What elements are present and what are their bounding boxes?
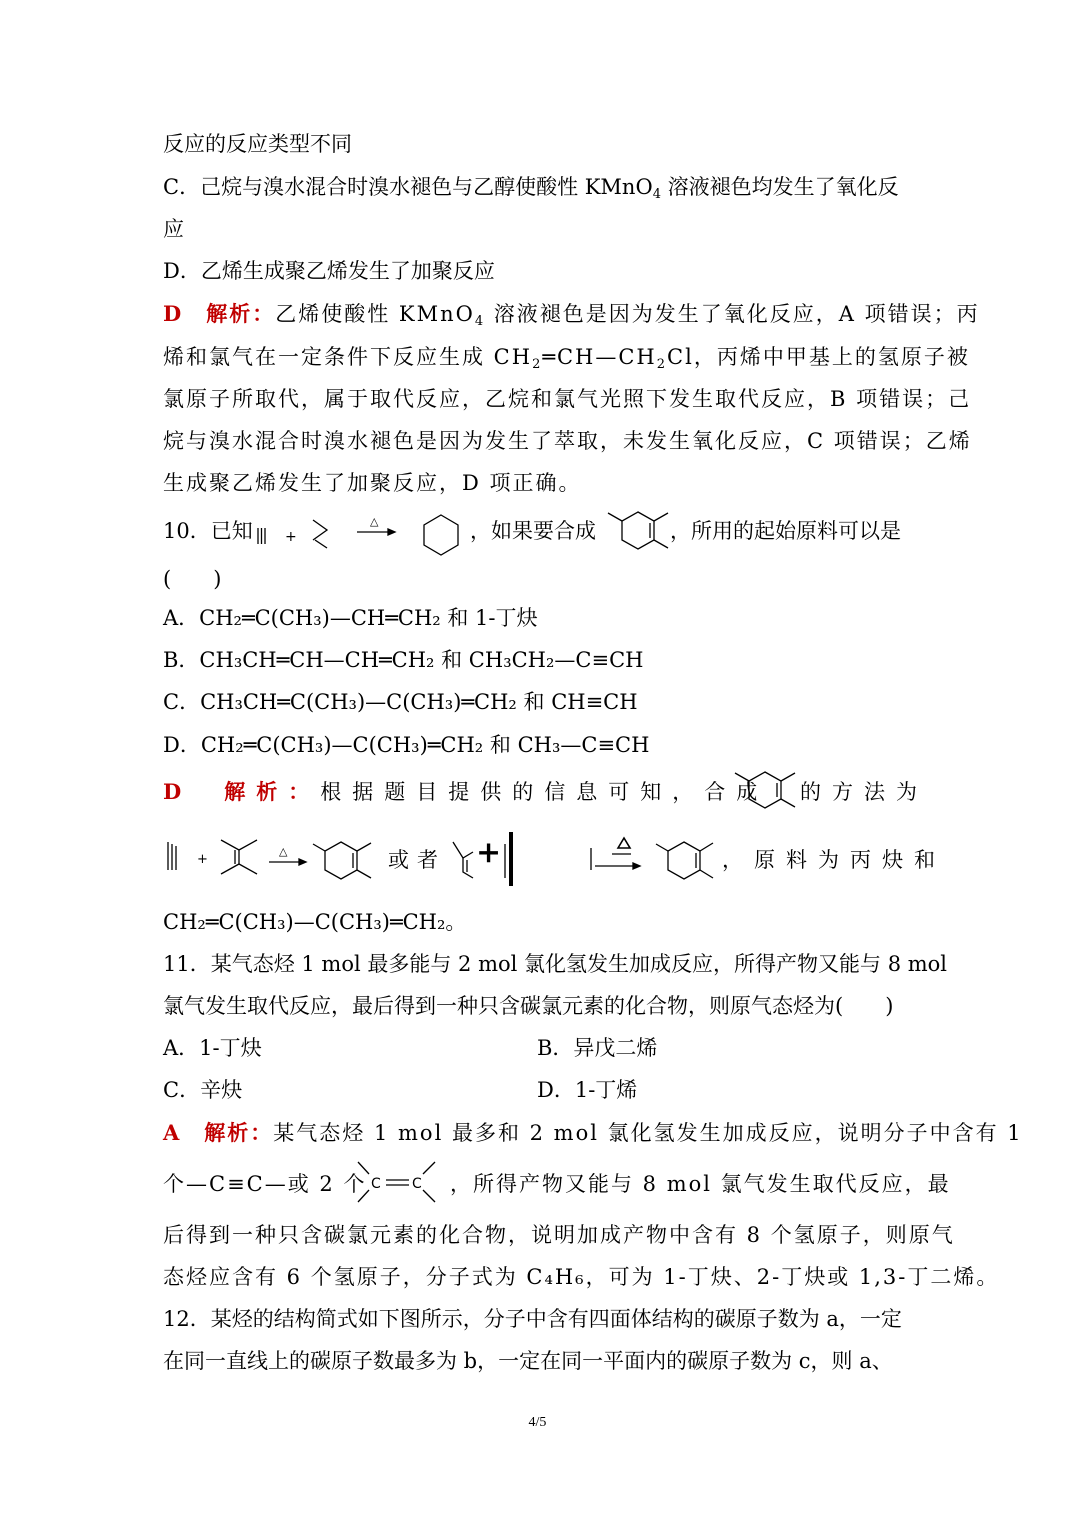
option-d: D．乙烯生成聚乙烯发生了加聚反应	[163, 259, 495, 283]
text-line: 应	[163, 217, 184, 241]
q10-paren: ( )	[163, 567, 222, 591]
text-line: 反应的反应类型不同	[163, 132, 352, 156]
svg-text:△: △	[279, 845, 288, 858]
plus-sign: +	[476, 835, 502, 870]
explanation-line: 烯和氯气在一定条件下反应生成 $CH_2═CH—CH_2Cl$，丙烯中甲基上的氢原子被	[163, 345, 970, 372]
option-c: C．己烷与溴水混合时溴水褪色与乙醇使酸性 KMnO$_4$ 溶液褪色均发生了氧化反	[163, 175, 899, 202]
option-c: C．CH₃CH═C(CH₃)—C(CH₃)═CH₂ 和 CH≡CH	[163, 690, 638, 714]
page-number: 4/5	[528, 1415, 547, 1430]
option-b: B．异戊二烯	[537, 1036, 658, 1060]
option-b: B．CH₃CH═CH—CH═CH₂ 和 CH₃CH₂—C≡CH	[163, 648, 644, 672]
option-a: A．CH₂═C(CH₃)—CH═CH₂ 和 1-丁炔	[163, 606, 538, 630]
explanation-line: 生成聚乙烯发生了加聚反应，D 项正确。	[163, 471, 582, 495]
q11-stem: 氯气发生取代反应，最后得到一种只含碳氯元素的化合物，则原气态烃为( )	[163, 994, 894, 1018]
explanation-line: 烷与溴水混合时溴水褪色是因为发生了萃取，未发生氧化反应，C 项错误；乙烯	[163, 429, 972, 453]
svg-text:△: △	[370, 515, 379, 528]
explanation-line: 态烃应含有 6 个氢原子，分子式为 C₄H₆，可为 1-丁炔、2-丁炔或 1,3-丁二烯。	[163, 1265, 1000, 1289]
target-molecule	[732, 766, 802, 812]
svg-text:+: +	[197, 852, 208, 867]
explanation-text: ，所得产物又能与 8 mol 氯气发生取代反应，最	[450, 1172, 951, 1196]
target-molecule	[604, 506, 674, 554]
double-bond-structure	[355, 1158, 445, 1206]
svg-text:+: +	[285, 529, 297, 545]
answer-letter: A	[163, 1120, 182, 1145]
q12-stem: 12．某烃的结构简式如下图所示，分子中含有四面体结构的碳原子数为 a，一定	[163, 1307, 902, 1331]
explanation-text: ，原料为丙炔和	[722, 848, 946, 872]
explanation-label: 解析：	[224, 779, 321, 804]
answer-letter: D	[163, 301, 184, 326]
explanation-text: 的方法为	[800, 780, 928, 804]
explanation-line: D 解析：乙烯使酸性 KMnO$_4$ 溶液褪色是因为发生了氧化反应，A 项错误；丙	[163, 301, 980, 329]
explanation-line: A 解析：某气态烃 1 mol 最多和 2 mol 氯化氢发生加成反应，说明分子中含有 1	[163, 1120, 1023, 1145]
q11-stem: 11．某气态烃 1 mol 最多能与 2 mol 氯化氢发生加成反应，所得产物又能与 8 mol	[163, 952, 948, 976]
explanation-line: D 解析：根据题目提供的信息可知，合成	[163, 779, 769, 804]
q12-stem: 在同一直线上的碳原子数最多为 b，一定在同一平面内的碳原子数为 c，则 a、	[163, 1349, 893, 1373]
option-c: C．辛炔	[163, 1078, 243, 1102]
explanation-text: 或者	[388, 848, 446, 872]
svg-text:C: C	[371, 1176, 381, 1192]
option-a: A．1-丁炔	[163, 1036, 262, 1060]
synthesis-scheme	[163, 830, 733, 890]
explanation-line: 个—C≡C—或 2 个	[163, 1172, 367, 1196]
explanation-line: 氯原子所取代，属于取代反应，乙烷和氯气光照下发生取代反应，B 项错误；己	[163, 387, 972, 411]
answer-letter: D	[163, 779, 193, 804]
reaction-scheme	[255, 508, 475, 554]
svg-text:C: C	[412, 1176, 422, 1192]
q10-mid: ，如果要合成	[470, 519, 596, 543]
q10-number: 10．已知	[163, 519, 253, 543]
option-d: D．1-丁烯	[537, 1078, 638, 1102]
q10-end: ，所用的起始原料可以是	[670, 519, 901, 543]
explanation-line: 后得到一种只含碳氯元素的化合物，说明加成产物中含有 8 个氢原子，则原气	[163, 1223, 955, 1247]
explanation-label: 解析：	[204, 1120, 274, 1145]
explanation-label: 解析：	[206, 301, 276, 326]
explanation-line: CH₂═C(CH₃)—C(CH₃)═CH₂。	[163, 910, 467, 934]
option-d: D．CH₂═C(CH₃)—C(CH₃)═CH₂ 和 CH₃—C≡CH	[163, 733, 650, 757]
